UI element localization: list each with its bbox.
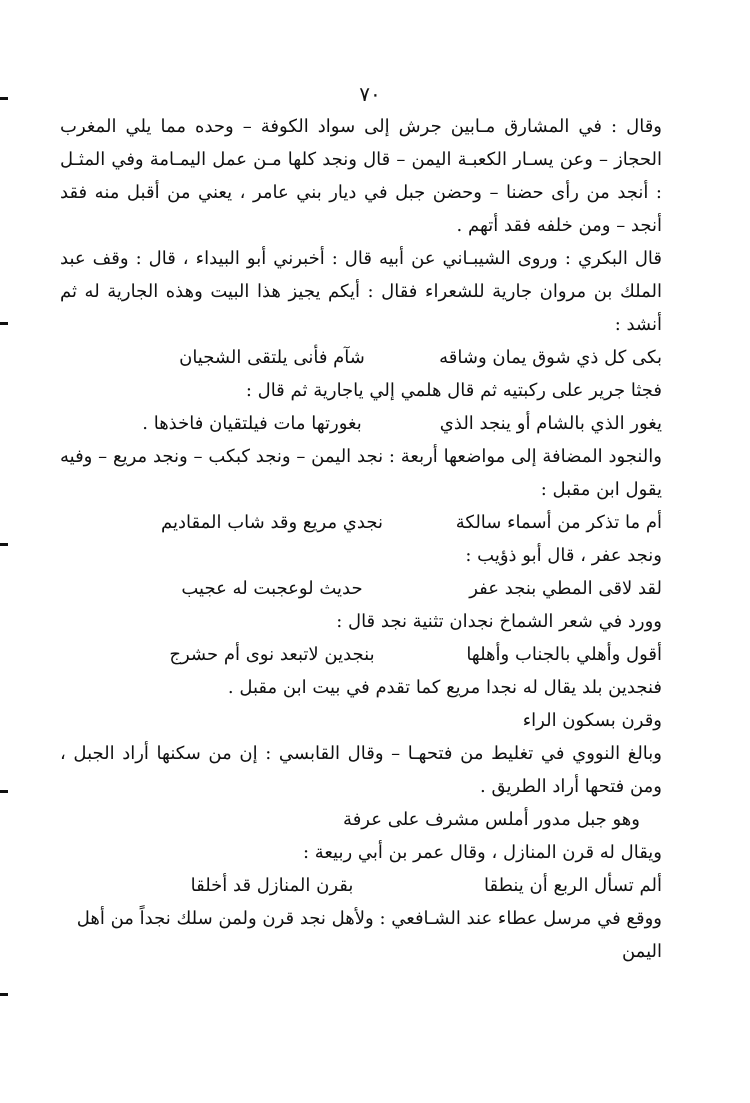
- verse-line: [60, 506, 684, 539]
- verse-second-hemistich: نجدي مريع وقد شاب المقاديم: [161, 512, 383, 533]
- verse-second-hemistich: شآم فأنى يلتقى الشجيان: [179, 347, 365, 368]
- verse-line: [60, 638, 684, 671]
- verse-second-hemistich: بقرن المنازل قد أخلقا: [190, 875, 354, 896]
- line-jarir: فجثا جرير على ركبتيه ثم قال هلمي إلي ياجارية ثم قال :: [245, 380, 662, 401]
- verse-first-hemistich: أقول وأهلي بالجناب وأهلها: [466, 644, 662, 665]
- verse-line: [60, 407, 684, 440]
- line-afar: ونجد عفر ، قال أبو ذؤيب :: [465, 545, 662, 566]
- margin-mark: [0, 993, 8, 996]
- margin-mark: [0, 790, 8, 793]
- body-text: [60, 110, 684, 968]
- verse-line: [60, 869, 684, 902]
- verse-first-hemistich: أم ما تذكر من أسماء سالكة: [455, 512, 662, 533]
- verse-first-hemistich: بكى كل ذي شوق يمان وشاقه: [439, 347, 662, 368]
- line-mountain: وهو جبل مدور أملس مشرف على عرفة: [343, 809, 640, 830]
- verse-second-hemistich: بنجدين لاتبعد نوى أم حشرج: [169, 644, 375, 665]
- verse-second-hemistich: بغورتها مات فيلتقيان فاخذها .: [142, 413, 362, 434]
- paragraph-nawawi: وبالغ النووي في تغليط من فتحهـا – وقال القابسي : إن من سكنها أراد الجبل ، ومن فتحها أراد الطريق .: [60, 743, 662, 797]
- line-qarn: وقرن بسكون الراء: [522, 710, 662, 731]
- verse-first-hemistich: لقد لاقى المطي بنجد عفر: [469, 578, 662, 599]
- line-manazil: ويقال له قرن المنازل ، وقال عمر بن أبي ربيعة :: [302, 842, 662, 863]
- verse-line: [60, 572, 684, 605]
- paragraph-mashariq: وقال : في المشارق مـابين جرش إلى سواد الكوفة – وحده مما يلي المغرب الحجاز – وعن يسـار الكعبـة اليمن – قال ونجد كلها مـن عمل اليمـامة وفي المثـل : أنجد من رأى حضنا – وحضن جبل في ديار بني عامر ، يعني من أقبل منه فقد أنجد – ومن خلفه فقد أتهم .: [60, 116, 662, 236]
- page-number: ٧٠: [359, 82, 381, 106]
- paragraph-nujud: والنجود المضافة إلى مواضعها أربعة : نجد اليمن – ونجد كبكب – ونجد مريع – وفيه يقول ابن مقبل :: [60, 446, 662, 500]
- margin-mark: [0, 543, 8, 546]
- line-last: ووقع في مرسل عطاء عند الشـافعي : ولأهل نجد قرن ولمن سلك نجداً من أهل اليمن: [76, 908, 662, 962]
- verse-second-hemistich: حديث لوعجبت له عجيب: [181, 578, 363, 599]
- verse-first-hemistich: يغور الذي بالشام أو ينجد الذي: [439, 413, 662, 434]
- line-shammakh: وورد في شعر الشماخ نجدان تثنية نجد قال :: [336, 611, 662, 632]
- verse-line: [60, 341, 684, 374]
- paragraph-bakri: قال البكري : وروى الشيبـاني عن أبيه قال : أخبرني أبو البيداء ، قال : وقف عبد الملك بن مروان جارية للشعراء فقال : أيكم يجيز هذا البيت وهذه الجارية له ثم أنشد :: [60, 248, 662, 335]
- margin-mark: [0, 97, 8, 100]
- margin-mark: [0, 322, 8, 325]
- verse-first-hemistich: ألم تسأل الربع أن ينطقا: [483, 875, 662, 896]
- line-najdayn: فنجدين بلد يقال له نجدا مريع كما تقدم في بيت ابن مقبل .: [227, 677, 662, 698]
